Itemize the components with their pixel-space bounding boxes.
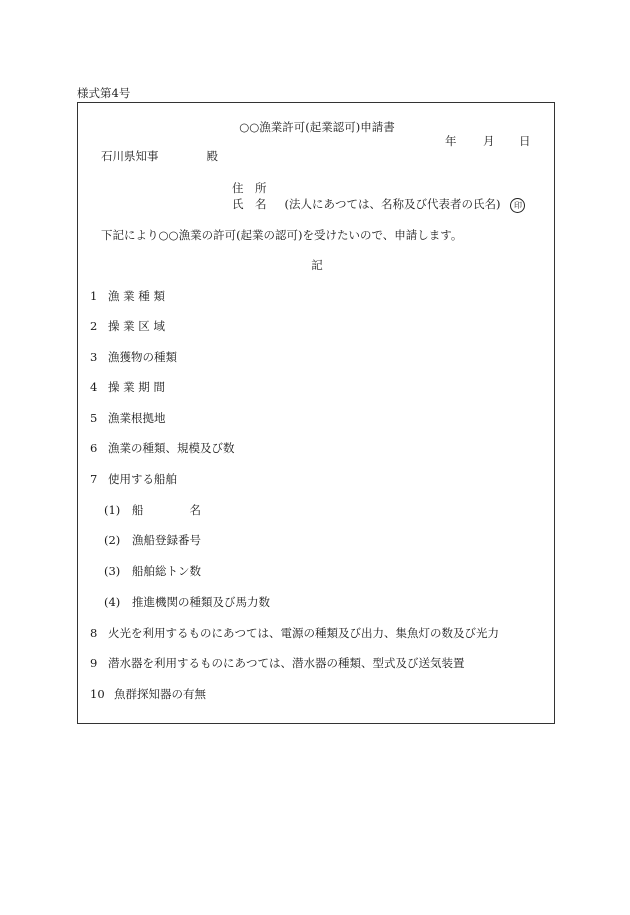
item-label: 使用する船舶 — [108, 472, 177, 486]
date-row — [445, 134, 531, 148]
addressee — [101, 149, 218, 163]
date-year: 年 — [445, 134, 457, 148]
form-number: 様式第4号 — [77, 86, 131, 100]
item-label: 漁 業 種 類 — [108, 289, 165, 303]
sub-item-number: (2) — [104, 533, 121, 547]
item-number: 3 — [90, 350, 98, 364]
item-number: 5 — [90, 411, 98, 425]
date-day: 日 — [519, 134, 531, 148]
list-item — [90, 380, 165, 394]
date-month: 月 — [483, 134, 495, 148]
list-item — [90, 411, 166, 425]
list-item — [90, 441, 235, 455]
application-form — [77, 102, 555, 724]
list-item — [90, 687, 206, 701]
sub-list-item — [104, 595, 270, 609]
item-number: 8 — [90, 626, 98, 640]
item-label: 潜水器を利用するものにあつては、潜水器の種類、型式及び送気装置 — [108, 656, 465, 670]
list-item — [90, 319, 165, 333]
item-number: 1 — [90, 289, 98, 303]
seal-mark: 印 — [510, 198, 525, 213]
item-number: 9 — [90, 656, 98, 670]
form-title: ○○漁業許可(起業認可)申請書 — [239, 120, 395, 134]
sub-list-item — [104, 503, 201, 517]
item-number: 4 — [90, 380, 98, 394]
list-item — [90, 289, 165, 303]
applicant-name-label: 氏 名 — [232, 197, 267, 211]
sub-list-item — [104, 533, 201, 547]
item-number: 2 — [90, 319, 98, 333]
sub-item-number: (4) — [104, 595, 121, 609]
addressee-name: 石川県知事 — [101, 149, 159, 163]
sub-item-number: (1) — [104, 503, 121, 517]
list-item — [90, 350, 177, 364]
item-label: 漁獲物の種類 — [108, 350, 177, 364]
applicant-name-row — [232, 197, 525, 213]
item-number: 7 — [90, 472, 98, 486]
addressee-honorific: 殿 — [206, 149, 218, 163]
sub-item-number: (3) — [104, 564, 121, 578]
sub-item-label: 船舶総トン数 — [132, 564, 201, 578]
item-label: 魚群探知器の有無 — [114, 687, 206, 701]
item-label: 漁業根拠地 — [108, 411, 166, 425]
preamble: 下記により○○漁業の許可(起業の認可)を受けたいので、申請します。 — [101, 228, 463, 242]
item-label: 操 業 区 域 — [108, 319, 165, 333]
sub-item-label: 船 名 — [132, 503, 201, 517]
sub-item-label: 漁船登録番号 — [132, 533, 201, 547]
list-item — [90, 656, 465, 670]
item-label: 火光を利用するものにあつては、電源の種類及び出力、集魚灯の数及び光力 — [108, 626, 499, 640]
sub-item-label: 推進機関の種類及び馬力数 — [132, 595, 270, 609]
item-label: 操 業 期 間 — [108, 380, 165, 394]
list-item — [90, 626, 499, 640]
item-number: 6 — [90, 441, 98, 455]
item-number: 10 — [90, 687, 105, 701]
list-item — [90, 472, 177, 486]
applicant-name-note: (法人にあつては、名称及び代表者の氏名) — [284, 197, 501, 211]
applicant-address-label: 住 所 — [232, 181, 267, 195]
item-label: 漁業の種類、規模及び数 — [108, 441, 235, 455]
ki-heading: 記 — [311, 258, 323, 272]
sub-list-item — [104, 564, 201, 578]
